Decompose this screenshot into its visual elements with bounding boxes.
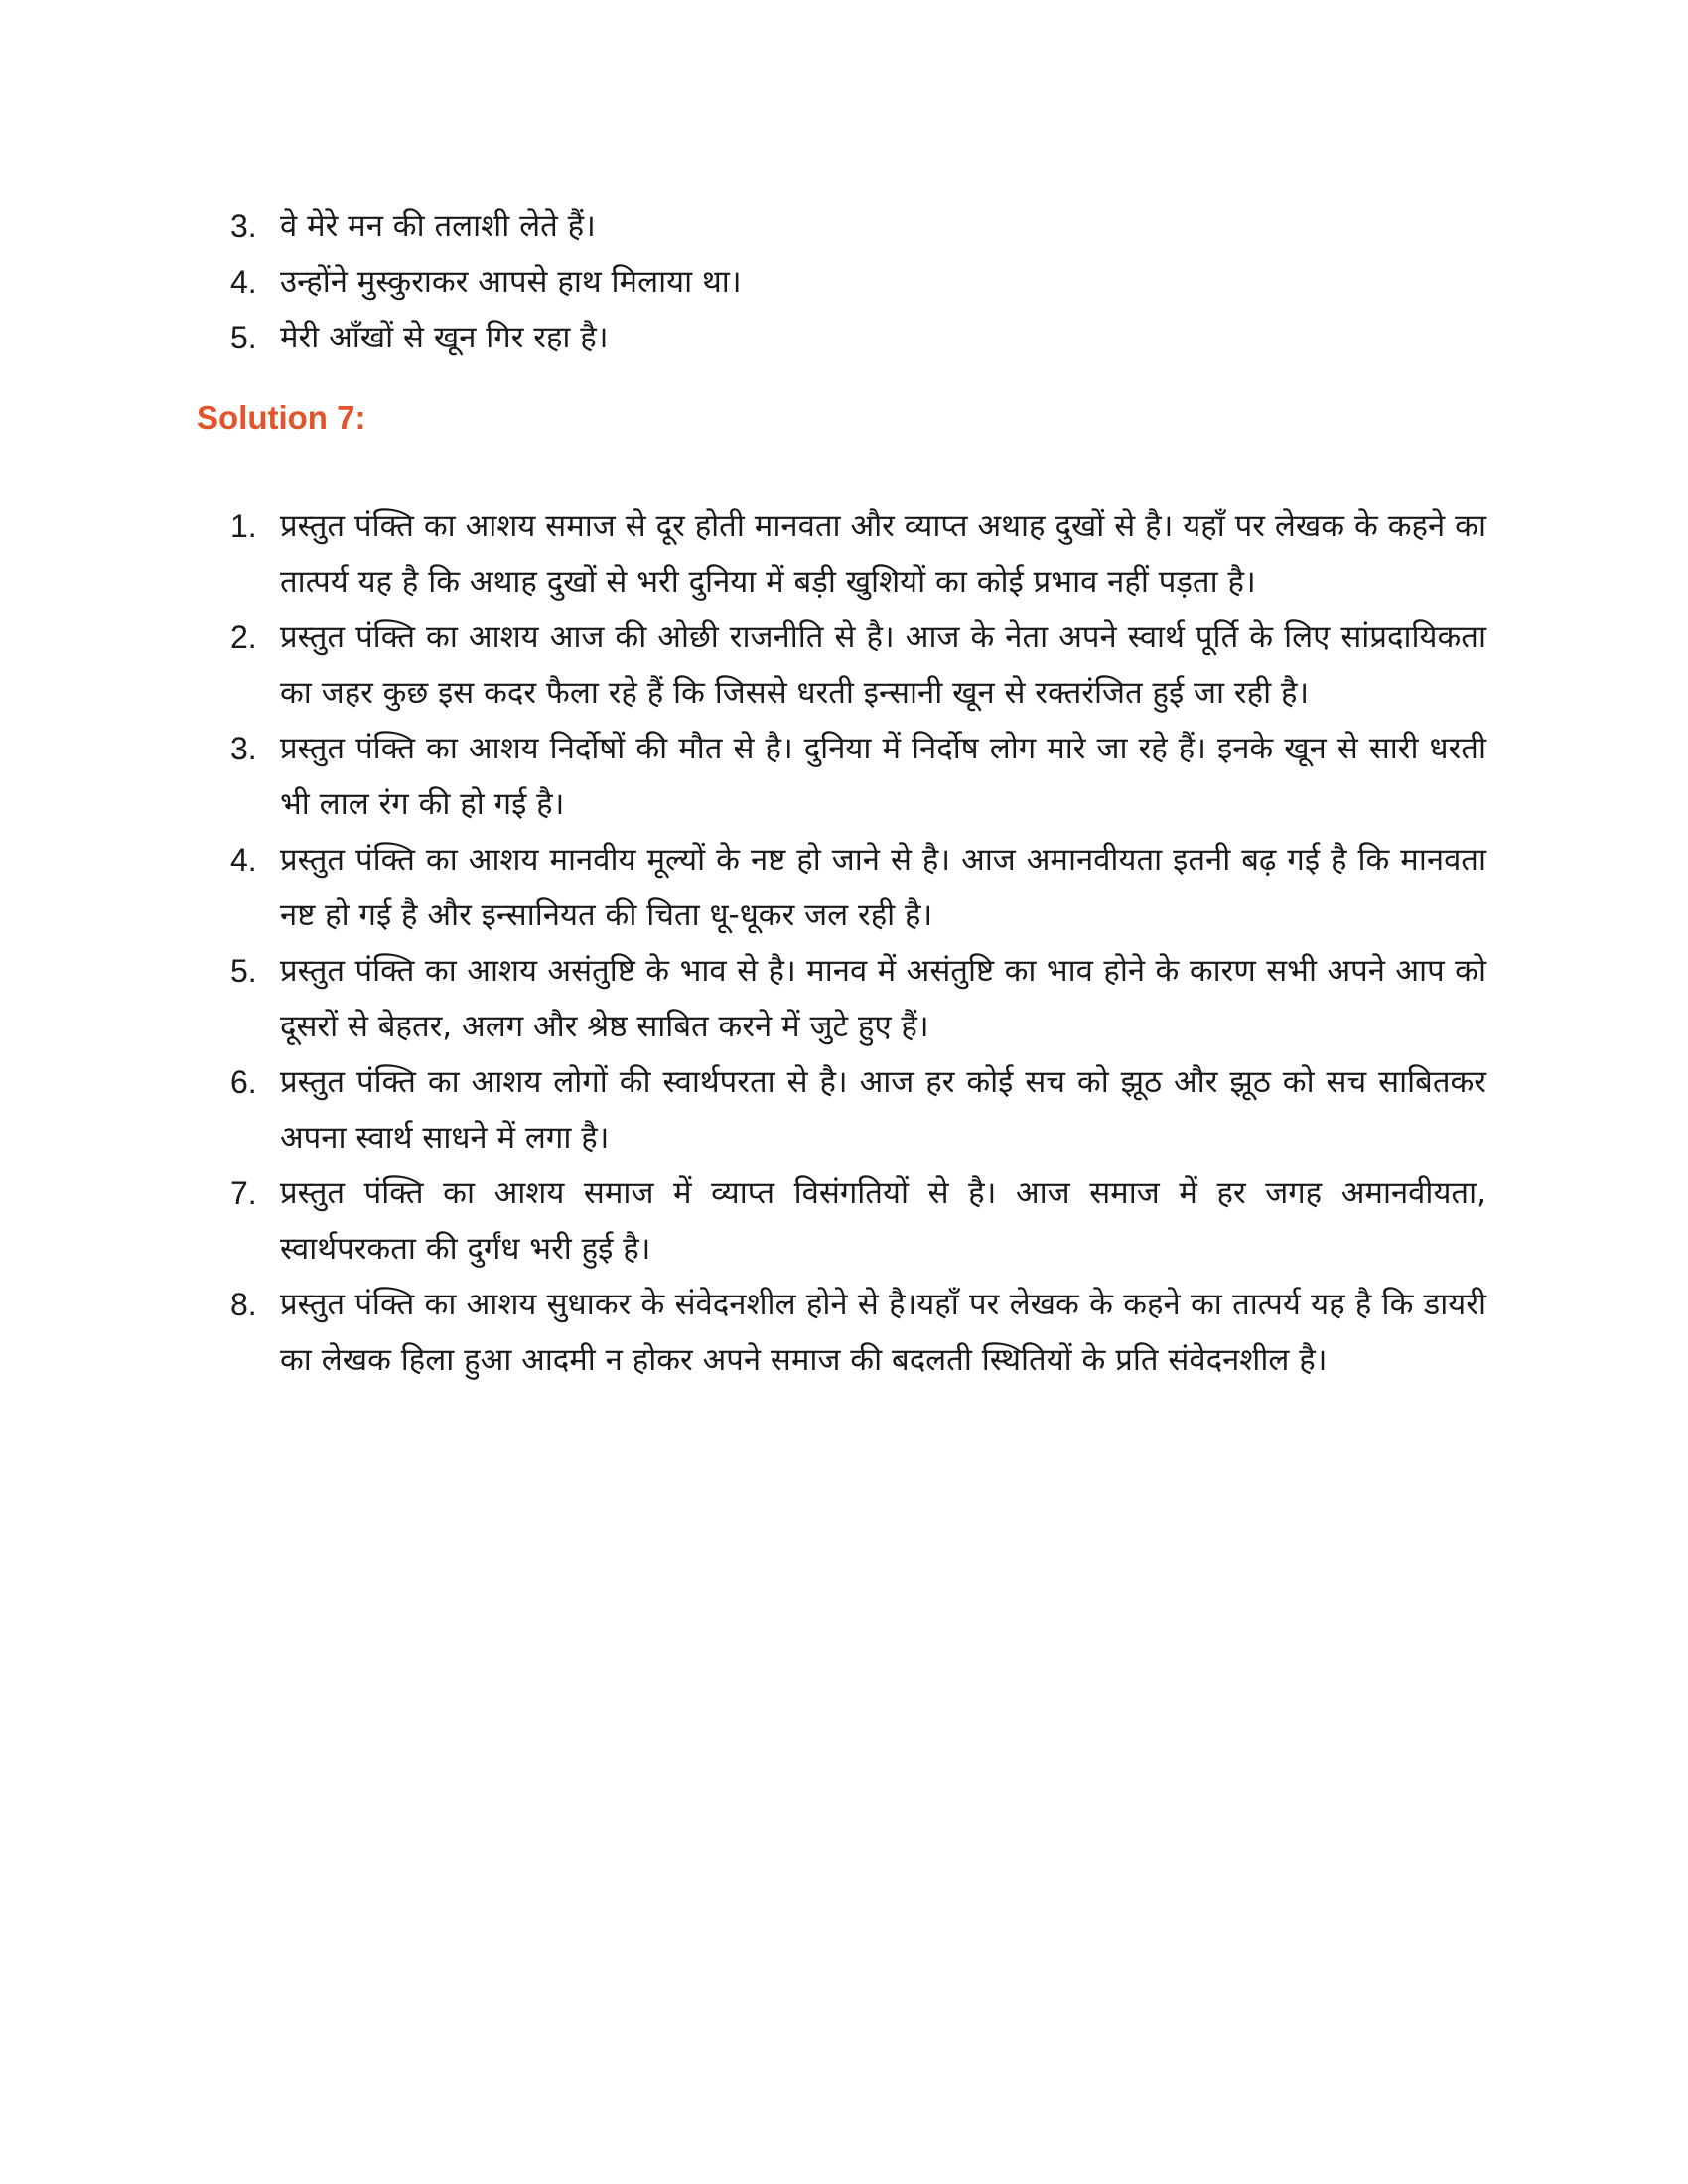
solution-item (230, 1054, 1486, 1165)
solution-item-number: 8. (230, 1287, 257, 1322)
solution-item-number: 3. (230, 731, 257, 766)
solution-item-text: प्रस्तुत पंक्ति का आशय मानवीय मूल्यों के नष्ट हो जाने से है। आज अमानवीयता इतनी बढ़ गई है कि मानवता नष्ट हो गई है और इन्सानियत की चिता धू-धूकर जल रही है। (280, 842, 1486, 933)
list-item (230, 199, 1481, 254)
solution-item-number: 7. (230, 1175, 257, 1211)
list-item (230, 254, 1481, 310)
solution-item (230, 1277, 1486, 1388)
solution-item-text: प्रस्तुत पंक्ति का आशय असंतुष्टि के भाव से है। मानव में असंतुष्टि का भाव होने के कारण सभी अपने आप को दूसरों से बेहतर, अलग और श्रेष्ठ साबित करने में जुटे हुए हैं। (280, 953, 1486, 1044)
solution-item (230, 832, 1486, 943)
solution-item-number: 1. (230, 508, 257, 544)
solution-item-text: प्रस्तुत पंक्ति का आशय निर्दोषों की मौत से है। दुनिया में निर्दोष लोग मारे जा रहे हैं। इनके खून से सारी धरती भी लाल रंग की हो गई है। (280, 731, 1486, 822)
solution-item-number: 2. (230, 619, 257, 655)
list-item-text: वे मेरे मन की तलाशी लेते हैं। (280, 208, 596, 244)
list-item-text: उन्होंने मुस्कुराकर आपसे हाथ मिलाया था। (280, 264, 742, 300)
list-item-number: 4. (230, 264, 257, 300)
list-item (230, 310, 1481, 365)
solution-item-text: प्रस्तुत पंक्ति का आशय आज की ओछी राजनीति से है। आज के नेता अपने स्वार्थ पूर्ति के लिए सांप्रदायिकता का जहर कुछ इस कदर फैला रहे हैं कि जिससे धरती इन्सानी खून से रक्तरंजित हुई जा रही है। (280, 619, 1486, 711)
list-item-text: मेरी आँखों से खून गिर रहा है। (280, 320, 609, 355)
solution-item-text: प्रस्तुत पंक्ति का आशय सुधाकर के संवेदनशील होने से है।यहाँ पर लेखक के कहने का तात्पर्य यह है कि डायरी का लेखक हिला हुआ आदमी न होकर अपने समाज की बदलती स्थितियों के प्रति संवेदनशील है। (280, 1287, 1486, 1378)
solution-item-number: 4. (230, 842, 257, 878)
solution-item-number: 5. (230, 953, 257, 989)
previous-answer-list (230, 199, 1481, 365)
solution-list (230, 498, 1486, 1388)
solution-item-text: प्रस्तुत पंक्ति का आशय समाज में व्याप्त विसंगतियों से है। आज समाज में हर जगह अमानवीयता, स्वार्थपरकता की दुर्गंध भरी हुई है। (280, 1175, 1486, 1267)
solution-heading: Solution 7: (197, 399, 366, 436)
solution-item (230, 721, 1486, 832)
list-item-number: 3. (230, 208, 257, 244)
solution-item (230, 610, 1486, 721)
solution-item-text: प्रस्तुत पंक्ति का आशय समाज से दूर होती मानवता और व्याप्त अथाह दुखों से है। यहाँ पर लेखक के कहने का तात्पर्य यह है कि अथाह दुखों से भरी दुनिया में बड़ी खुशियों का कोई प्रभाव नहीं पड़ता है। (280, 508, 1486, 600)
list-item-number: 5. (230, 320, 257, 355)
solution-item-number: 6. (230, 1064, 257, 1100)
solution-item (230, 1165, 1486, 1277)
solution-item-text: प्रस्तुत पंक्ति का आशय लोगों की स्वार्थपरता से है। आज हर कोई सच को झूठ और झूठ को सच साबितकर अपना स्वार्थ साधने में लगा है। (280, 1064, 1486, 1156)
solution-item (230, 498, 1486, 610)
solution-item (230, 943, 1486, 1054)
